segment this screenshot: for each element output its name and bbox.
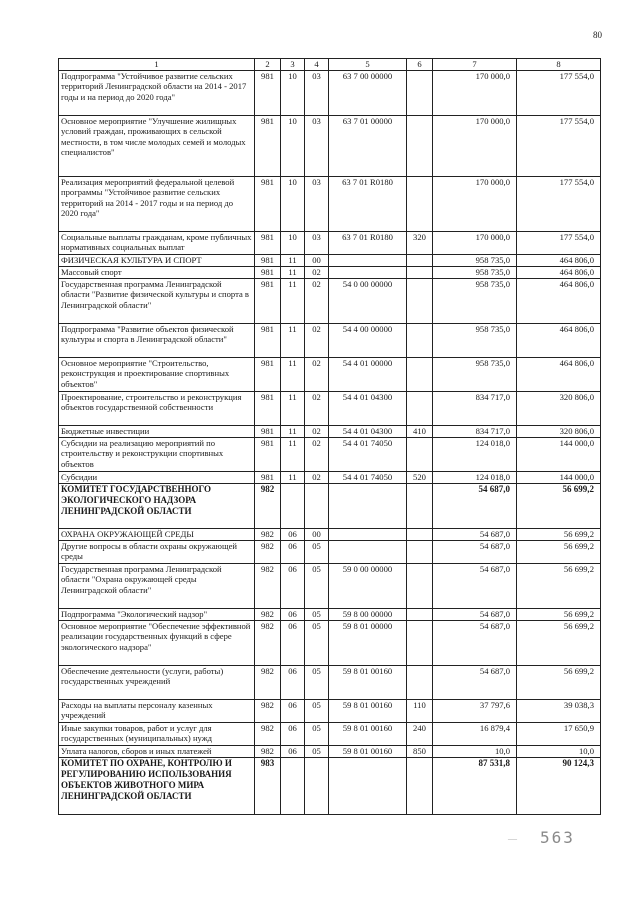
subsection-code — [305, 758, 329, 815]
section-code: 10 — [281, 71, 305, 116]
target-article: 54 4 01 74050 — [329, 472, 407, 484]
target-article: 54 4 00 00000 — [329, 324, 407, 358]
table-row — [59, 177, 601, 232]
target-article: 63 7 01 R0180 — [329, 232, 407, 255]
amount-col8: 320 806,0 — [517, 426, 601, 438]
amount-col7: 958 735,0 — [433, 255, 517, 267]
target-article: 54 4 01 04300 — [329, 426, 407, 438]
subsection-code: 02 — [305, 358, 329, 392]
table-row — [59, 438, 601, 472]
table-row — [59, 564, 601, 609]
expense-type: 520 — [407, 472, 433, 484]
subsection-code: 02 — [305, 438, 329, 472]
amount-col8: 177 554,0 — [517, 71, 601, 116]
row-name: Реализация мероприятий федеральной целевой программы "Устойчивое развитие сельских территорий на 2014 - 2017 годы и на период до 2020 года" — [59, 177, 255, 232]
expense-type — [407, 621, 433, 666]
expense-type: 410 — [407, 426, 433, 438]
ved-code: 981 — [255, 232, 281, 255]
column-header: 3 — [281, 59, 305, 71]
section-code: 06 — [281, 564, 305, 609]
section-code: 11 — [281, 255, 305, 267]
amount-col8: 144 000,0 — [517, 472, 601, 484]
subsection-code: 03 — [305, 177, 329, 232]
column-header: 1 — [59, 59, 255, 71]
amount-col7: 834 717,0 — [433, 392, 517, 426]
target-article: 54 4 01 00000 — [329, 358, 407, 392]
table-row — [59, 255, 601, 267]
table-row — [59, 666, 601, 700]
expense-type: 850 — [407, 746, 433, 758]
section-code: 11 — [281, 472, 305, 484]
table-row — [59, 426, 601, 438]
ved-code: 982 — [255, 541, 281, 564]
target-article — [329, 541, 407, 564]
column-header: 6 — [407, 59, 433, 71]
subsection-code: 05 — [305, 666, 329, 700]
expense-type — [407, 177, 433, 232]
row-name: ОХРАНА ОКРУЖАЮЩЕЙ СРЕДЫ — [59, 529, 255, 541]
amount-col8: 90 124,3 — [517, 758, 601, 815]
table-row — [59, 484, 601, 529]
table-row — [59, 279, 601, 324]
expense-type — [407, 279, 433, 324]
section-code: 06 — [281, 609, 305, 621]
ved-code: 982 — [255, 609, 281, 621]
amount-col7: 170 000,0 — [433, 116, 517, 177]
ved-code: 982 — [255, 529, 281, 541]
subsection-code: 05 — [305, 609, 329, 621]
column-header: 5 — [329, 59, 407, 71]
table-row — [59, 746, 601, 758]
subsection-code: 02 — [305, 392, 329, 426]
section-code: 11 — [281, 358, 305, 392]
amount-col8: 464 806,0 — [517, 358, 601, 392]
target-article: 63 7 00 00000 — [329, 71, 407, 116]
column-header: 7 — [433, 59, 517, 71]
subsection-code: 00 — [305, 529, 329, 541]
ved-code: 982 — [255, 746, 281, 758]
row-name: Подпрограмма "Устойчивое развитие сельских территорий Ленинградской области на 2014 - 2017 годы и на период до 2020 года" — [59, 71, 255, 116]
subsection-code: 03 — [305, 232, 329, 255]
target-article: 59 8 01 00000 — [329, 621, 407, 666]
amount-col8: 320 806,0 — [517, 392, 601, 426]
amount-col8: 144 000,0 — [517, 438, 601, 472]
row-name: Основное мероприятие "Улучшение жилищных условий граждан, проживающих в сельской местности, в том числе молодых семей и молодых специалистов" — [59, 116, 255, 177]
expense-type — [407, 358, 433, 392]
ved-code: 981 — [255, 116, 281, 177]
row-name: Основное мероприятие "Обеспечение эффективной реализации государственных функций в сфере экологического надзора" — [59, 621, 255, 666]
table-row — [59, 472, 601, 484]
section-code — [281, 484, 305, 529]
section-code: 11 — [281, 279, 305, 324]
subsection-code: 03 — [305, 71, 329, 116]
expense-type — [407, 116, 433, 177]
row-name: Проектирование, строительство и реконструкция объектов государственной собственности — [59, 392, 255, 426]
ved-code: 982 — [255, 723, 281, 746]
row-name: Субсидии — [59, 472, 255, 484]
target-article: 59 8 01 00160 — [329, 746, 407, 758]
table-row — [59, 621, 601, 666]
target-article — [329, 758, 407, 815]
expense-type — [407, 666, 433, 700]
row-name: Государственная программа Ленинградской области "Развитие физической культуры и спорта в Ленинградской области" — [59, 279, 255, 324]
amount-col8: 56 699,2 — [517, 666, 601, 700]
amount-col8: 56 699,2 — [517, 621, 601, 666]
amount-col8: 464 806,0 — [517, 279, 601, 324]
ved-code: 981 — [255, 267, 281, 279]
subsection-code: 05 — [305, 541, 329, 564]
section-code: 11 — [281, 392, 305, 426]
amount-col8: 56 699,2 — [517, 609, 601, 621]
amount-col8: 177 554,0 — [517, 177, 601, 232]
row-name: Массовый спорт — [59, 267, 255, 279]
subsection-code: 05 — [305, 746, 329, 758]
amount-col7: 54 687,0 — [433, 621, 517, 666]
subsection-code: 05 — [305, 723, 329, 746]
expense-type — [407, 541, 433, 564]
expense-type: 320 — [407, 232, 433, 255]
amount-col7: 834 717,0 — [433, 426, 517, 438]
section-code: 11 — [281, 426, 305, 438]
table-row — [59, 71, 601, 116]
page-stamp: 563 — [540, 828, 575, 847]
amount-col8: 464 806,0 — [517, 267, 601, 279]
section-code: 11 — [281, 438, 305, 472]
amount-col7: 54 687,0 — [433, 529, 517, 541]
expense-type — [407, 71, 433, 116]
ved-code: 982 — [255, 484, 281, 529]
row-name: Подпрограмма "Экологический надзор" — [59, 609, 255, 621]
row-name: Социальные выплаты гражданам, кроме публичных нормативных социальных выплат — [59, 232, 255, 255]
amount-col7: 37 797,6 — [433, 700, 517, 723]
section-code: 06 — [281, 541, 305, 564]
row-name: Государственная программа Ленинградской области "Охрана окружающей среды Ленинградской области" — [59, 564, 255, 609]
ved-code: 981 — [255, 279, 281, 324]
table-row — [59, 358, 601, 392]
subsection-code: 03 — [305, 116, 329, 177]
row-name: Основное мероприятие "Строительство, реконструкция и проектирование спортивных объектов" — [59, 358, 255, 392]
target-article: 63 7 01 00000 — [329, 116, 407, 177]
amount-col7: 54 687,0 — [433, 541, 517, 564]
amount-col7: 54 687,0 — [433, 484, 517, 529]
target-article — [329, 529, 407, 541]
table-row — [59, 609, 601, 621]
ved-code: 982 — [255, 700, 281, 723]
amount-col7: 958 735,0 — [433, 267, 517, 279]
amount-col7: 87 531,8 — [433, 758, 517, 815]
expense-type — [407, 609, 433, 621]
row-name: КОМИТЕТ ПО ОХРАНЕ, КОНТРОЛЮ И РЕГУЛИРОВАНИЮ ИСПОЛЬЗОВАНИЯ ОБЪЕКТОВ ЖИВОТНОГО МИРА ЛЕНИНГРАДСКОЙ ОБЛАСТИ — [59, 758, 255, 815]
table-row — [59, 758, 601, 815]
table-row — [59, 116, 601, 177]
expense-type — [407, 758, 433, 815]
target-article: 54 4 01 04300 — [329, 392, 407, 426]
subsection-code: 02 — [305, 267, 329, 279]
target-article: 59 8 01 00160 — [329, 700, 407, 723]
ved-code: 981 — [255, 71, 281, 116]
ved-code: 981 — [255, 392, 281, 426]
table-row — [59, 723, 601, 746]
subsection-code: 05 — [305, 564, 329, 609]
amount-col7: 958 735,0 — [433, 324, 517, 358]
section-code: 10 — [281, 116, 305, 177]
amount-col7: 16 879,4 — [433, 723, 517, 746]
section-code: 06 — [281, 746, 305, 758]
row-name: Обеспечение деятельности (услуги, работы) государственных учреждений — [59, 666, 255, 700]
section-code: 11 — [281, 324, 305, 358]
target-article: 59 8 00 00000 — [329, 609, 407, 621]
row-name: Уплата налогов, сборов и иных платежей — [59, 746, 255, 758]
expense-type — [407, 324, 433, 358]
amount-col7: 54 687,0 — [433, 666, 517, 700]
amount-col8: 464 806,0 — [517, 255, 601, 267]
target-article: 59 8 01 00160 — [329, 666, 407, 700]
ved-code: 981 — [255, 324, 281, 358]
ved-code: 981 — [255, 255, 281, 267]
expense-type — [407, 484, 433, 529]
row-name: Расходы на выплаты персоналу казенных учреждений — [59, 700, 255, 723]
amount-col7: 170 000,0 — [433, 177, 517, 232]
table-row — [59, 392, 601, 426]
row-name: Субсидии на реализацию мероприятий по строительству и реконструкции спортивных объектов — [59, 438, 255, 472]
section-code: 06 — [281, 666, 305, 700]
amount-col8: 56 699,2 — [517, 484, 601, 529]
amount-col7: 170 000,0 — [433, 71, 517, 116]
amount-col7: 124 018,0 — [433, 472, 517, 484]
table-row — [59, 541, 601, 564]
amount-col7: 54 687,0 — [433, 564, 517, 609]
row-name: Подпрограмма "Развитие объектов физической культуры и спорта в Ленинградской области" — [59, 324, 255, 358]
section-code: 06 — [281, 723, 305, 746]
table-row — [59, 232, 601, 255]
subsection-code: 05 — [305, 621, 329, 666]
amount-col7: 170 000,0 — [433, 232, 517, 255]
amount-col8: 56 699,2 — [517, 529, 601, 541]
target-article — [329, 255, 407, 267]
amount-col8: 464 806,0 — [517, 324, 601, 358]
target-article: 63 7 01 R0180 — [329, 177, 407, 232]
column-header: 2 — [255, 59, 281, 71]
section-code: 11 — [281, 267, 305, 279]
target-article — [329, 267, 407, 279]
amount-col7: 958 735,0 — [433, 358, 517, 392]
target-article — [329, 484, 407, 529]
ved-code: 981 — [255, 358, 281, 392]
amount-col7: 54 687,0 — [433, 609, 517, 621]
subsection-code: 02 — [305, 426, 329, 438]
budget-table — [58, 58, 601, 815]
target-article: 54 0 00 00000 — [329, 279, 407, 324]
table-header-row — [59, 59, 601, 71]
row-name: КОМИТЕТ ГОСУДАРСТВЕННОГО ЭКОЛОГИЧЕСКОГО НАДЗОРА ЛЕНИНГРАДСКОЙ ОБЛАСТИ — [59, 484, 255, 529]
table-row — [59, 529, 601, 541]
ved-code: 981 — [255, 426, 281, 438]
expense-type — [407, 392, 433, 426]
page-number: 80 — [593, 30, 602, 40]
section-code: 10 — [281, 232, 305, 255]
section-code: 06 — [281, 700, 305, 723]
row-name: Иные закупки товаров, работ и услуг для государственных (муниципальных) нужд — [59, 723, 255, 746]
table-row — [59, 267, 601, 279]
amount-col8: 177 554,0 — [517, 232, 601, 255]
ved-code: 981 — [255, 438, 281, 472]
amount-col8: 177 554,0 — [517, 116, 601, 177]
target-article: 54 4 01 74050 — [329, 438, 407, 472]
section-code: 06 — [281, 621, 305, 666]
section-code: 10 — [281, 177, 305, 232]
ved-code: 982 — [255, 564, 281, 609]
subsection-code: 02 — [305, 279, 329, 324]
expense-type — [407, 255, 433, 267]
subsection-code: 00 — [305, 255, 329, 267]
section-code — [281, 758, 305, 815]
row-name: Бюджетные инвестиции — [59, 426, 255, 438]
ved-code: 982 — [255, 666, 281, 700]
target-article: 59 8 01 00160 — [329, 723, 407, 746]
expense-type: 110 — [407, 700, 433, 723]
amount-col8: 56 699,2 — [517, 541, 601, 564]
ved-code: 983 — [255, 758, 281, 815]
ved-code: 981 — [255, 472, 281, 484]
ved-code: 981 — [255, 177, 281, 232]
row-name: Другие вопросы в области охраны окружающей среды — [59, 541, 255, 564]
amount-col8: 39 038,3 — [517, 700, 601, 723]
subsection-code: 02 — [305, 324, 329, 358]
amount-col7: 958 735,0 — [433, 279, 517, 324]
subsection-code: 02 — [305, 472, 329, 484]
subsection-code: 05 — [305, 700, 329, 723]
column-header: 8 — [517, 59, 601, 71]
expense-type — [407, 564, 433, 609]
target-article: 59 0 00 00000 — [329, 564, 407, 609]
amount-col8: 10,0 — [517, 746, 601, 758]
column-header: 4 — [305, 59, 329, 71]
row-name: ФИЗИЧЕСКАЯ КУЛЬТУРА И СПОРТ — [59, 255, 255, 267]
subsection-code — [305, 484, 329, 529]
section-code: 06 — [281, 529, 305, 541]
expense-type: 240 — [407, 723, 433, 746]
table-row — [59, 700, 601, 723]
amount-col7: 10,0 — [433, 746, 517, 758]
amount-col7: 124 018,0 — [433, 438, 517, 472]
expense-type — [407, 267, 433, 279]
amount-col8: 56 699,2 — [517, 564, 601, 609]
ved-code: 982 — [255, 621, 281, 666]
amount-col8: 17 650,9 — [517, 723, 601, 746]
stamp-dash: — — [508, 834, 517, 844]
expense-type — [407, 529, 433, 541]
expense-type — [407, 438, 433, 472]
table-row — [59, 324, 601, 358]
